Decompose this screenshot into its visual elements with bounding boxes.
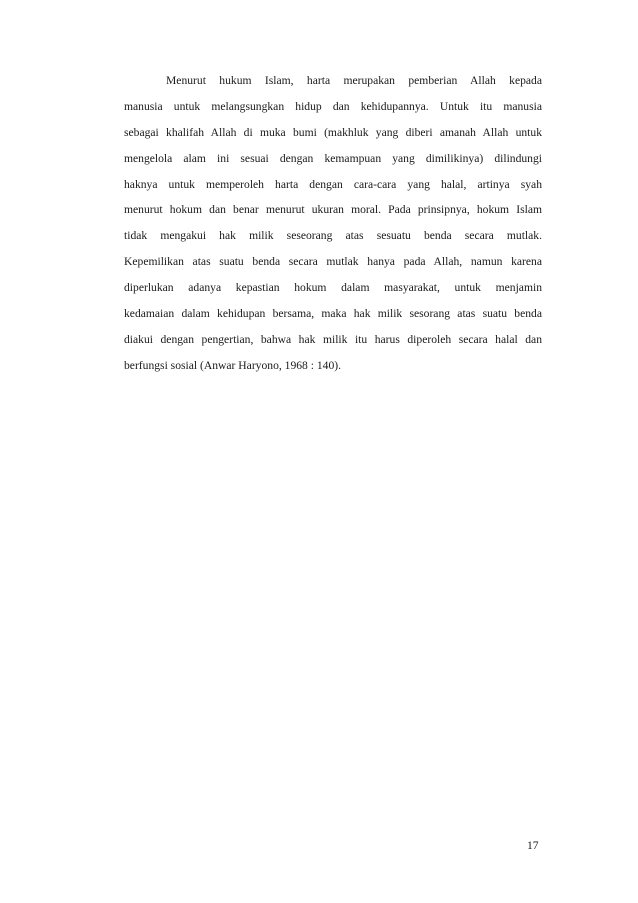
paragraph-line: kedamaian dalam kehidupan bersama, maka hak milik sesorang atas suatu benda (124, 307, 542, 321)
paragraph-line: manusia untuk melangsungkan hidup dan kehidupannya. Untuk itu manusia (124, 99, 542, 113)
paragraph-line: Menurut hukum Islam, harta merupakan pemberian Allah kepada (166, 74, 542, 87)
page-number: 17 (527, 839, 539, 852)
paragraph-line: haknya untuk memperoleh harta dengan cara-cara yang halal, artinya syah (124, 177, 542, 191)
body-paragraph (124, 68, 542, 379)
paragraph-line: tidak mengakui hak milik seseorang atas sesuatu benda secara mutlak. (124, 229, 542, 243)
paragraph-line: diperlukan adanya kepastian hokum dalam masyarakat, untuk menjamin (124, 281, 542, 295)
paragraph-line: Kepemilikan atas suatu benda secara mutlak hanya pada Allah, namun karena (124, 255, 542, 269)
paragraph-line: berfungsi sosial (Anwar Haryono, 1968 : 140). (124, 358, 342, 372)
paragraph-line: sebagai khalifah Allah di muka bumi (makhluk yang diberi amanah Allah untuk (124, 125, 542, 139)
paragraph-line: mengelola alam ini sesuai dengan kemampuan yang dimilikinya) dilindungi (124, 151, 542, 165)
paragraph-line: menurut hokum dan benar menurut ukuran moral. Pada prinsipnya, hokum Islam (124, 203, 542, 217)
paragraph-line: diakui dengan pengertian, bahwa hak milik itu harus diperoleh secara halal dan (124, 332, 542, 346)
